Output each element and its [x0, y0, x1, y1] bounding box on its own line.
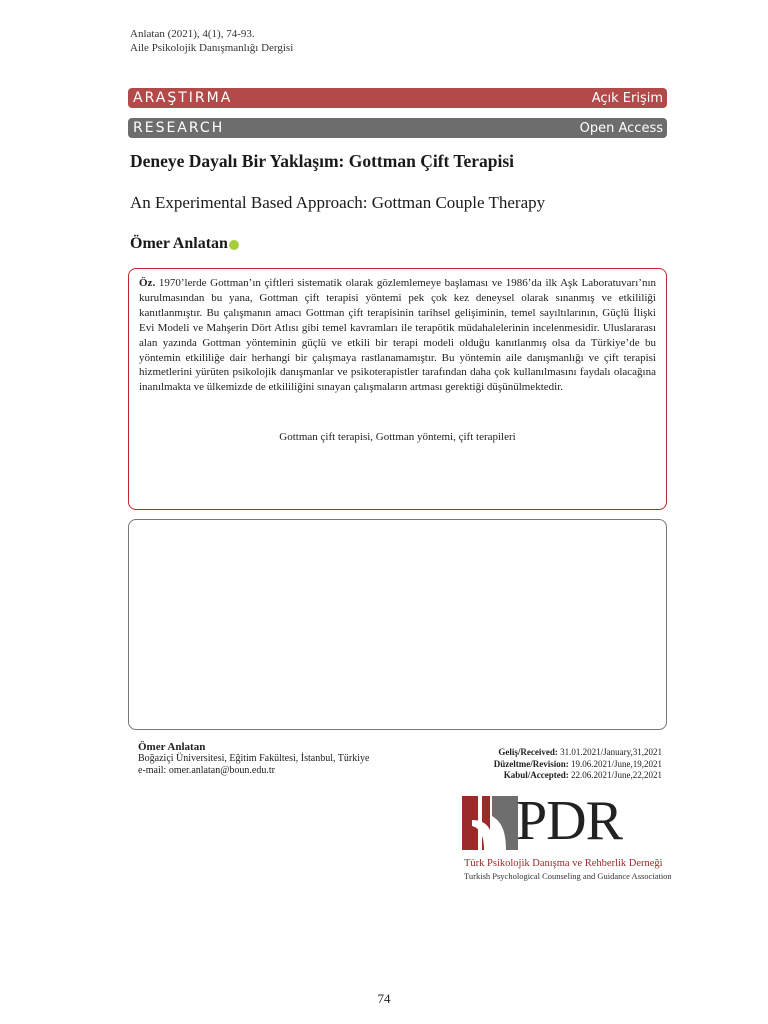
author-info-name: Ömer Anlatan	[138, 741, 206, 753]
revision-value: 19.06.2021/June,19,2021	[571, 758, 662, 769]
pdr-emblem-icon	[462, 796, 518, 850]
received-label: Geliş/Received:	[498, 747, 558, 757]
submission-dates	[494, 747, 662, 782]
abstract-label: Öz.	[139, 277, 156, 289]
revision-label: Düzeltme/Revision:	[493, 758, 569, 769]
pdr-logo	[462, 790, 682, 884]
citation-line-1: Anlatan (2021), 4(1), 74-93.	[130, 28, 255, 40]
author-name: Ömer Anlatan	[130, 235, 228, 252]
page-number: 74	[377, 991, 391, 1006]
abstract-keywords: Gottman çift terapisi, Gottman yöntemi, çift terapileri	[279, 431, 516, 443]
pdr-subtitle-tr: Türk Psikolojik Danışma ve Rehberlik Derneği	[464, 858, 663, 869]
citation-line-2: Aile Psikolojik Danışmanlığı Dergisi	[130, 42, 294, 54]
research-banner-tr	[128, 88, 667, 108]
abstract-box-tr	[128, 268, 667, 510]
banner-tr-access: Açık Erişim	[591, 90, 663, 106]
abstract-box-en	[128, 519, 667, 730]
author-email[interactable]: e-mail: omer.anlatan@boun.edu.tr	[138, 765, 275, 776]
banner-en-access: Open Access	[579, 120, 663, 136]
banner-tr-label: ARAŞTIRMA	[133, 90, 233, 106]
received-value: 31.01.2021/January,31,2021	[560, 747, 662, 757]
author-info	[138, 741, 369, 777]
author-affiliation: Boğaziçi Üniversitesi, Eğitim Fakültesi, İstanbul, Türkiye	[138, 753, 370, 764]
accepted-date	[494, 770, 662, 782]
pdr-subtitle-en: Turkish Psychological Counseling and Guidance Association	[464, 871, 672, 881]
citation-header	[130, 27, 293, 55]
orcid-icon[interactable]	[229, 240, 239, 250]
abstract-body: 1970’lerde Gottman’ın çiftleri sistematik olarak gözlemlemeye başlaması ve 1986’da ilk Aşk Laboratuvarı’nın kurulmasından bu yana, Gottman çift terapisi yöntemi pek çok kez deneysel olarak sınanmış ve etkililiği kanıtlanmıştır. Bu çalışmanın amacı Gottman çift terapisinin tarihsel gelişiminin, temel sayıltılarının, Güçlü İlişki Evi Modeli ve Mahşerin Dört Atlısı gibi temel kavramları ile terapötik müdahalelerinin incelenmesidir. Uluslararası alan yazında Gottman yönteminin güçlü ve etkili bir terapi modeli olduğu kanıtlanmış olsa da Türkiye’de bu yöntemin etkililiğe dair herhangi bir çalışmaya rastlanamamıştır. Bu yöntemin aile danışmanlığı ve çift terapisi hizmetlerini yürüten psikolojik danışmanlar ve psikoterapistler tarafından daha çok kullanılmasını faydalı olacağına inanılmakta ve ülkemizde de etkililiğini sınayan çalışmaların artması gerektiği düşünülmektedir.	[139, 277, 656, 394]
accepted-label: Kabul/Accepted:	[503, 770, 569, 780]
article-title-tr: Deneye Dayalı Bir Yaklaşım: Gottman Çift Terapisi	[130, 151, 515, 171]
abstract-text	[139, 276, 656, 395]
pdr-logo-text: PDR	[516, 790, 622, 852]
article-title-en: An Experimental Based Approach: Gottman Couple Therapy	[130, 193, 546, 212]
revision-date	[494, 759, 662, 771]
research-banner-en	[128, 118, 667, 138]
received-date	[494, 747, 662, 759]
author-line	[130, 235, 239, 253]
accepted-value: 22.06.2021/June,22,2021	[571, 770, 662, 780]
banner-en-label: RESEARCH	[133, 120, 225, 136]
